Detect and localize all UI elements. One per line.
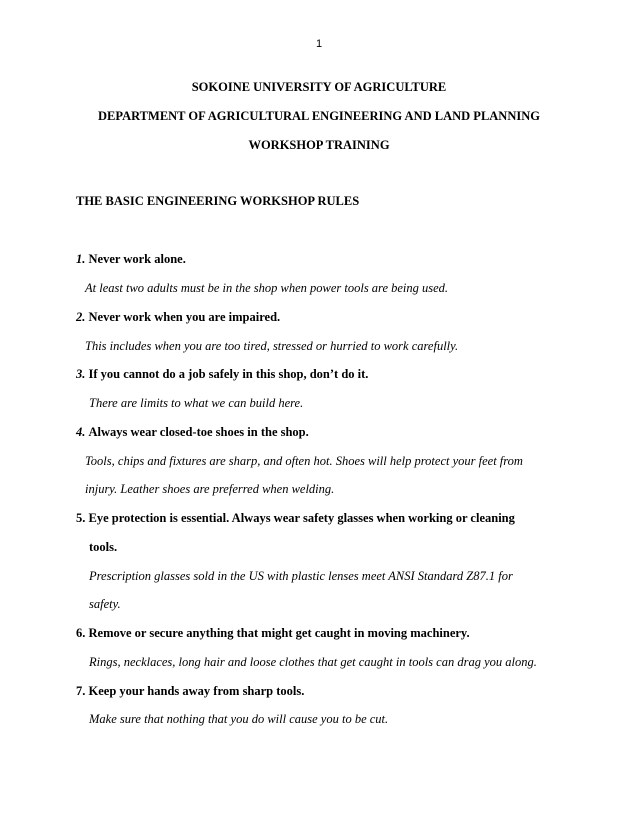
university-heading: SOKOINE UNIVERSITY OF AGRICULTURE [191,80,447,94]
rule-2-title [76,310,280,325]
rule-4-description-line-1: Tools, chips and fixtures are sharp, and often hot. Shoes will help protect your feet from [85,454,523,468]
rule-1-title-text: Never work alone. [88,252,186,266]
rule-5-title-text-line-1: Eye protection is essential. Always wear safety glasses when working or cleaning [88,511,515,525]
training-heading: WORKSHOP TRAINING [248,138,390,152]
section-title: THE BASIC ENGINEERING WORKSHOP RULES [76,194,360,208]
rule-7-title [76,684,304,699]
rule-1-title [76,252,186,267]
rule-5-description-line-1: Prescription glasses sold in the US with plastic lenses meet ANSI Standard Z87.1 for [89,569,513,583]
rule-2-number: 2. [76,310,86,324]
rule-7-number: 7. [76,684,86,698]
department-heading: DEPARTMENT OF AGRICULTURAL ENGINEERING AND LAND PLANNING [98,109,540,123]
rule-7-title-text: Keep your hands away from sharp tools. [88,684,305,698]
page-number: 1 [315,38,323,50]
rule-6-title [76,626,470,641]
rule-4-description-line-2: injury. Leather shoes are preferred when welding. [85,482,335,496]
rule-6-description: Rings, necklaces, long hair and loose clothes that get caught in tools can drag you along. [89,655,537,669]
rule-3-number: 3. [76,367,86,381]
rule-6-title-text: Remove or secure anything that might get caught in moving machinery. [88,626,470,640]
rule-2-description: This includes when you are too tired, stressed or hurried to work carefully. [85,339,459,353]
rule-1-description: At least two adults must be in the shop when power tools are being used. [85,281,449,295]
rule-7-description: Make sure that nothing that you do will cause you to be cut. [89,712,389,726]
rule-5-number: 5. [76,511,86,525]
rule-4-number: 4. [76,425,86,439]
rule-4-title-text: Always wear closed-toe shoes in the shop. [88,425,309,439]
rule-3-description: There are limits to what we can build here. [89,396,304,410]
rule-3-title [76,367,368,382]
rule-6-number: 6. [76,626,86,640]
rule-1-number: 1. [76,252,86,266]
rule-4-title [76,425,309,440]
rule-5-description-line-2: safety. [89,597,121,611]
rule-5-title [76,511,515,526]
rule-2-title-text: Never work when you are impaired. [88,310,281,324]
rule-3-title-text: If you cannot do a job safely in this shop, don’t do it. [88,367,369,381]
rule-5-title-text-line-2: tools. [89,540,118,554]
